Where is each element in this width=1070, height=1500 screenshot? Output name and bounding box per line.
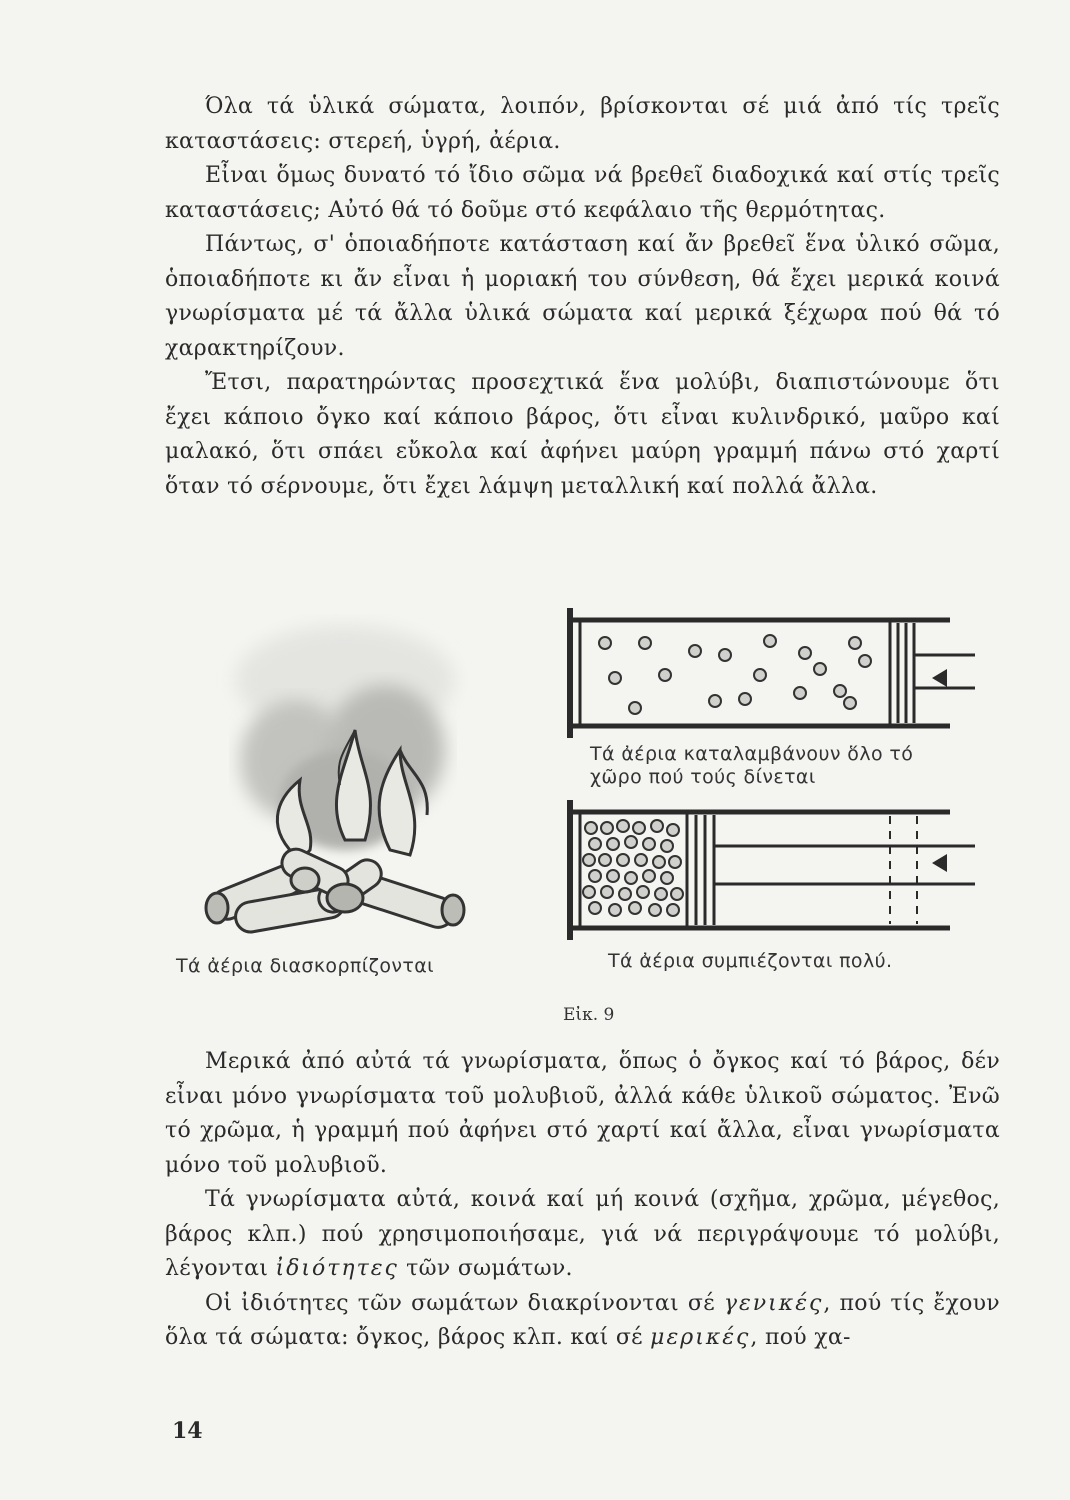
campfire-illustration — [195, 610, 485, 950]
term-specific: μερικές — [650, 1325, 751, 1350]
paragraph-pencil: Ἔτσι, παρατηρώντας προσεχτικά ἕνα μολύβι, διαπιστώνουμε ὅτι ἔχει κάποιο ὄγκο καί κάποιο βάρος, ὅτι εἶναι κυλινδρικό, μαῦρο καί μαλακό, ὅτι σπάει εὔκολα καί ἀφήνει μαύρη γραμμή πάνω στό χαρτί ὅταν τό σέρνουμε, ὅτι ἔχει λάμψη μεταλλική καί πολλά ἄλλα. — [165, 370, 1000, 499]
bottom-text-block — [165, 1045, 1000, 1356]
text-span: Οἱ ἰδιότητες τῶν σωμάτων διακρίνονται σέ — [205, 1290, 715, 1316]
cylinder-compressed-diagram — [565, 798, 985, 946]
paragraph-properties — [165, 1183, 1000, 1287]
top-text-block — [165, 90, 1000, 504]
paragraph-general-features: Μερικά ἀπό αὐτά τά γνωρίσματα, ὅπως ὁ ὄγκος καί τό βάρος, δέν εἶναι μόνο γνωρίσματα τοῦ μολυβιοῦ, ἀλλά κάθε ὑλικοῦ σώματος. Ἐνῶ τό χρῶμα, ἡ γραμμή πού ἀφήνει στό χαρτί καί ἄλλα, εἶναι γνωρίσματα μόνο τοῦ μολυβιοῦ. — [165, 1049, 1000, 1178]
text-span: , πού τίς ἔχουν ὅλα τά σώματα: ὄγκος, βάρος κλπ. καί σέ — [165, 1290, 1000, 1350]
caption-compress: Τά ἀέρια συμπιέζονται πολύ. — [608, 950, 893, 972]
logs — [206, 845, 464, 935]
caption-expand-line2: χῶρο πού τούς δίνεται — [590, 766, 816, 788]
cylinder-expanded-diagram — [565, 603, 985, 743]
term-properties: ἰδιότητες — [275, 1256, 399, 1281]
caption-fire: Τά ἀέρια διασκορπίζονται — [176, 955, 434, 977]
caption-expand-line1: Τά ἀέρια καταλαμβάνουν ὅλο τό — [590, 743, 914, 765]
text-span: Τά γνωρίσματα αὐτά, κοινά καί μή κοινά (σχῆμα, χρῶμα, μέγεθος, βάρος κλπ.) πού χρησιμοποιήσαμε, γιά νά περιγράψουμε τό μολύβι, λέγονται — [165, 1187, 1000, 1281]
text-span: τῶν σωμάτων. — [406, 1256, 573, 1281]
paragraph-states: Όλα τά ὑλικά σώματα, λοιπόν, βρίσκονται σέ μιά ἀπό τίς τρεῖς καταστάσεις: στερεή, ὑγρή, ἀέρια. — [165, 94, 1000, 154]
page-number: 14 — [172, 1418, 203, 1444]
compressed-gas-molecules — [583, 820, 683, 916]
paragraph-property-types — [165, 1287, 1000, 1356]
gas-molecules — [599, 635, 871, 714]
paragraph-heat: Εἶναι ὅμως δυνατό τό ἴδιο σῶμα νά βρεθεῖ διαδοχικά καί στίς τρεῖς καταστάσεις; Αὐτό θά τό δοῦμε στό κεφάλαιο τῆς θερμότητας. — [165, 163, 1000, 223]
term-general: γενικές — [723, 1290, 824, 1316]
text-span: , πού χα- — [750, 1325, 851, 1350]
figure-number: Εἰκ. 9 — [563, 1005, 615, 1025]
paragraph-common-features: Πάντως, σ' ὁποιαδήποτε κατάσταση καί ἄν βρεθεῖ ἕνα ὑλικό σῶμα, ὁποιαδήποτε κι ἄν εἶναι ἡ μοριακή του σύνθεση, θά ἔχει μερικά κοινά γνωρίσματα μέ τά ἄλλα ὑλικά σώματα καί μερικά ξέχωρα πού θά τό χαρακτηρίζουν. — [165, 232, 1000, 361]
